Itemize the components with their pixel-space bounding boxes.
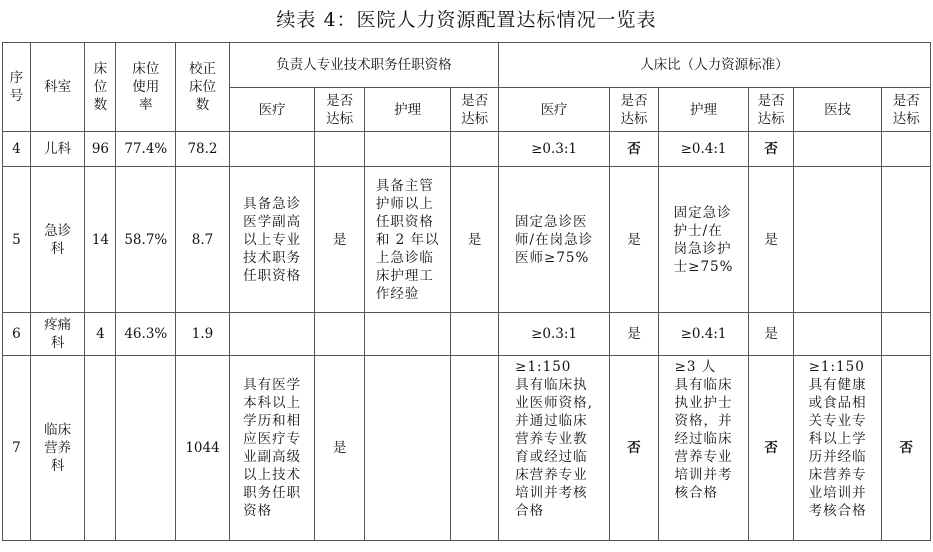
header-ratio-nursing-meets: 是否 达标 — [749, 88, 793, 132]
cell-dept: 疼痛 科 — [30, 313, 85, 356]
table-row — [3, 313, 931, 356]
header-beds: 床 位 数 — [85, 43, 116, 132]
header-ratio-nursing: 护理 — [658, 88, 749, 132]
cell-beds: 4 — [85, 313, 116, 356]
cell-qual-medical — [229, 132, 315, 167]
header-ratio-tech: 医技 — [793, 88, 882, 132]
cell-beds — [85, 356, 116, 541]
table-row — [3, 167, 931, 313]
cell-qual-nursing-meets — [451, 313, 498, 356]
cell-seq: 7 — [3, 356, 31, 541]
cell-qual-medical: 具有医学 本科以上 学历和相 应医疗专 业副高级 以上技术 职务任职 资格 — [229, 356, 315, 541]
cell-qual-nursing — [364, 132, 451, 167]
header-qual-medical-meets: 是否 达标 — [315, 88, 364, 132]
cell-dept: 临床 营养 科 — [30, 356, 85, 541]
cell-ratio-medical-meets: 是 — [610, 313, 658, 356]
table-row — [3, 132, 931, 167]
cell-ratio-nursing: ≥3 人 具有临床 执业护士 资格，并 经过临床 营养专业 培训并考 核合格 — [658, 356, 749, 541]
cell-seq: 5 — [3, 167, 31, 313]
cell-beds: 14 — [85, 167, 116, 313]
header-qual-medical: 医疗 — [229, 88, 315, 132]
cell-qual-nursing-meets: 是 — [451, 167, 498, 313]
cell-ratio-nursing-meets: 是 — [749, 313, 793, 356]
cell-ratio-nursing-meets: 是 — [749, 167, 793, 313]
cell-dept: 儿科 — [30, 132, 85, 167]
table-row — [3, 356, 931, 541]
header-row-1 — [3, 43, 931, 88]
cell-ratio-tech — [793, 167, 882, 313]
cell-qual-medical-meets: 是 — [315, 167, 364, 313]
cell-usage: 46.3% — [116, 313, 176, 356]
cell-usage: 77.4% — [116, 132, 176, 167]
cell-qual-nursing: 具备主管 护师以上 任职资格 和 2 年以 上急诊临 床护理工 作经验 — [364, 167, 451, 313]
cell-ratio-medical-meets: 是 — [610, 167, 658, 313]
cell-seq: 6 — [3, 313, 31, 356]
cell-corrected: 1.9 — [176, 313, 230, 356]
cell-ratio-medical: ≥0.3:1 — [498, 313, 609, 356]
staffing-table — [2, 42, 931, 541]
cell-qual-nursing — [364, 356, 451, 541]
cell-qual-nursing-meets — [451, 132, 498, 167]
cell-dept: 急诊 科 — [30, 167, 85, 313]
cell-ratio-medical: 固定急诊医 师/在岗急诊 医师≥75% — [498, 167, 609, 313]
cell-ratio-medical: ≥1:150 具有临床执 业医师资格, 并通过临床 营养专业教 育或经过临 床营养专业 培训并考核 合格 — [498, 356, 609, 541]
cell-qual-medical — [229, 313, 315, 356]
header-ratio-medical-meets: 是否 达标 — [610, 88, 658, 132]
cell-ratio-tech-meets — [882, 132, 931, 167]
cell-ratio-medical-meets: 否 — [610, 132, 658, 167]
cell-ratio-medical-meets: 否 — [610, 356, 658, 541]
header-corrected: 校正 床位 数 — [176, 43, 230, 132]
cell-corrected: 8.7 — [176, 167, 230, 313]
cell-ratio-tech: ≥1:150 具有健康 或食品相 关专业专 科以上学 历并经临 床营养专 业培训并 考核合格 — [793, 356, 882, 541]
header-qual-nursing: 护理 — [364, 88, 451, 132]
header-usage: 床位 使用 率 — [116, 43, 176, 132]
cell-ratio-tech-meets: 否 — [882, 356, 931, 541]
cell-ratio-nursing: ≥0.4:1 — [658, 132, 749, 167]
cell-seq: 4 — [3, 132, 31, 167]
cell-qual-medical-meets — [315, 313, 364, 356]
table-title: 续表 4：医院人力资源配置达标情况一览表 — [276, 9, 657, 31]
cell-qual-medical: 具备急诊 医学副高 以上专业 技术职务 任职资格 — [229, 167, 315, 313]
header-qual-nursing-meets: 是否 达标 — [451, 88, 498, 132]
cell-beds: 96 — [85, 132, 116, 167]
cell-ratio-tech — [793, 313, 882, 356]
cell-corrected: 78.2 — [176, 132, 230, 167]
header-dept: 科室 — [30, 43, 85, 132]
header-group-qualification: 负责人专业技术职务任职资格 — [229, 43, 498, 88]
header-ratio-medical: 医疗 — [498, 88, 609, 132]
cell-ratio-nursing-meets: 否 — [749, 132, 793, 167]
cell-ratio-nursing: ≥0.4:1 — [658, 313, 749, 356]
cell-qual-nursing-meets — [451, 356, 498, 541]
cell-usage — [116, 356, 176, 541]
header-ratio-tech-meets: 是否 达标 — [882, 88, 931, 132]
cell-qual-medical-meets — [315, 132, 364, 167]
cell-ratio-nursing: 固定急诊 护士/在 岗急诊护 士≥75% — [658, 167, 749, 313]
cell-ratio-tech — [793, 132, 882, 167]
cell-ratio-medical: ≥0.3:1 — [498, 132, 609, 167]
cell-usage: 58.7% — [116, 167, 176, 313]
cell-qual-nursing — [364, 313, 451, 356]
cell-ratio-nursing-meets: 否 — [749, 356, 793, 541]
header-seq: 序 号 — [3, 43, 31, 132]
cell-ratio-tech-meets — [882, 167, 931, 313]
header-group-ratio: 人床比（人力资源标准） — [498, 43, 930, 88]
cell-corrected: 1044 — [176, 356, 230, 541]
cell-ratio-tech-meets — [882, 313, 931, 356]
cell-qual-medical-meets: 是 — [315, 356, 364, 541]
